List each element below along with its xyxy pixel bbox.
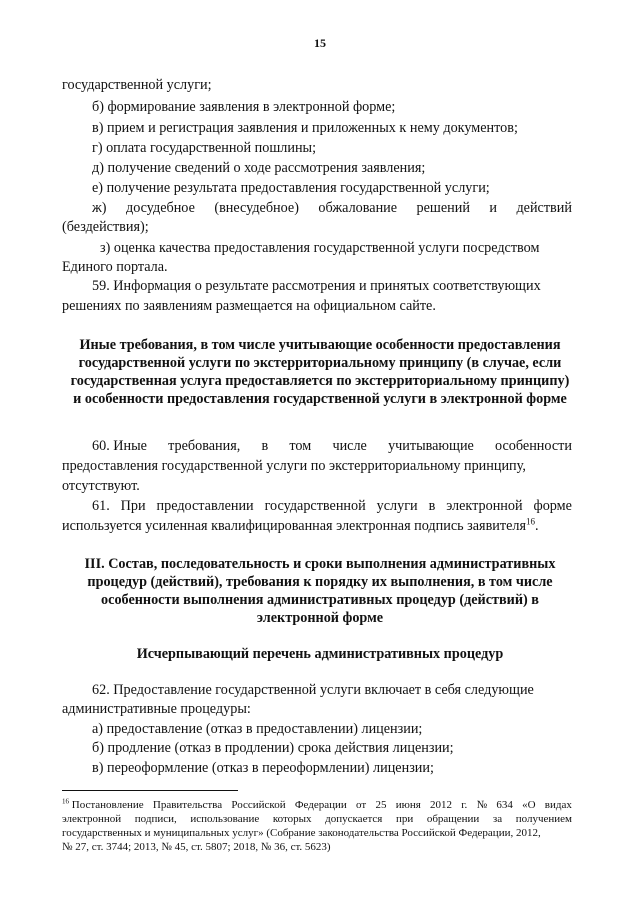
word: получением	[515, 813, 572, 825]
footnote-line: № 27, ст. 3744; 2013, № 45, ст. 5807; 2018, № 36, ст. 5623)	[62, 841, 331, 853]
word: При	[120, 498, 146, 514]
text-line: предоставления государственной услуги по экстерриториальному принципу,	[62, 458, 526, 474]
subsection-heading: Исчерпывающий перечень административных процедур	[136, 646, 504, 662]
page-number: 15	[314, 36, 326, 50]
word: действий	[516, 200, 572, 216]
word: Постановление	[71, 799, 144, 811]
word: от	[356, 799, 367, 811]
word: (внесудебное)	[214, 200, 299, 216]
word: в	[428, 498, 436, 514]
list-item: а) предоставление (отказ в предоставлении) лицензии;	[92, 721, 423, 737]
footnote-divider	[62, 790, 238, 791]
word: том	[289, 438, 312, 454]
word: числе	[332, 438, 367, 454]
list-item: б) продление (отказ в продлении) срока действия лицензии;	[92, 740, 454, 756]
word: Российской	[231, 799, 286, 811]
word: требования,	[168, 438, 241, 454]
word: в	[261, 438, 269, 454]
word: подписи,	[134, 813, 177, 825]
word: досудебное	[126, 200, 195, 216]
footnote-line	[62, 812, 572, 826]
list-item: в) переоформление (отказ в переоформлении) лицензии;	[92, 760, 434, 776]
chapter-heading: III. Состав, последовательность и сроки выполнения административных процедур (действий), требования к порядку их выполнения, в том числе особенности выполнения административных процедур (действий) в электронной форме	[84, 556, 556, 626]
word: которых	[272, 813, 312, 825]
text-line: отсутствуют.	[62, 478, 140, 494]
paragraph-59: 59. Информация о результате рассмотрения и принятых соответствующих	[92, 278, 541, 294]
list-item: в) прием и регистрация заявления и приложенных к нему документов;	[92, 120, 518, 136]
text-line: административные процедуры:	[62, 701, 251, 717]
list-item: г) оплата государственной пошлины;	[92, 140, 317, 156]
word: «О	[522, 799, 536, 811]
word: за	[492, 813, 503, 825]
word: предоставлении	[156, 498, 254, 514]
text-line: (бездействия);	[62, 219, 149, 235]
footnote	[62, 798, 572, 812]
section-heading: Иные требования, в том числе учитывающие особенности предоставления государственной услуги по экстерриториальному принципу (в случае, если государственная услуга предоставляется по экстерриториальному принципу) и особенности предоставления государственной услуги в электронной форме	[70, 337, 570, 407]
list-item	[92, 200, 572, 217]
word: учитывающие	[388, 438, 474, 454]
footnote-reference[interactable]: 16	[525, 516, 535, 527]
word: 2012	[430, 799, 453, 811]
word: 61.	[92, 498, 110, 514]
word: допускается	[325, 813, 383, 825]
word: электронной	[446, 498, 523, 514]
word: государственной	[264, 498, 366, 514]
word: июня	[395, 799, 421, 811]
word: и	[489, 200, 497, 216]
text-line: Единого портала.	[62, 259, 168, 275]
word: особенности	[495, 438, 572, 454]
word: 60. Иные	[92, 438, 147, 454]
word: 25	[375, 799, 387, 811]
word: г.	[461, 799, 468, 811]
word: электронной	[62, 813, 122, 825]
word: при	[395, 813, 414, 825]
word: ж)	[92, 200, 107, 216]
word: услуги	[376, 498, 418, 514]
text-line: решениях по заявлениям размещается на официальном сайте.	[62, 298, 436, 314]
text-run: используется усиленная квалифицированная электронная подпись заявителя	[62, 518, 526, 534]
word: форме	[533, 498, 572, 514]
footnote-first-word	[62, 798, 144, 812]
word: решений	[416, 200, 470, 216]
word: обращении	[426, 813, 480, 825]
footnote-mark: 16	[62, 797, 69, 806]
footnote-line: государственных и муниципальных услуг» (Собрание законодательства Российской Федерации, 2012,	[62, 827, 541, 839]
word: использование	[190, 813, 260, 825]
word: Федерации	[294, 799, 347, 811]
word: видах	[544, 799, 572, 811]
list-item: б) формирование заявления в электронной форме;	[92, 99, 396, 115]
list-item: д) получение сведений о ходе рассмотрения заявления;	[92, 160, 426, 176]
paragraph-60	[92, 438, 572, 455]
text-run: .	[534, 518, 539, 534]
word: Правительства	[152, 799, 223, 811]
list-item: е) получение результата предоставления государственной услуги;	[92, 180, 490, 196]
word: обжалование	[318, 200, 398, 216]
text-line: государственной услуги;	[62, 77, 212, 93]
paragraph-62: 62. Предоставление государственной услуги включает в себя следующие	[92, 682, 534, 698]
list-item: з) оценка качества предоставления государственной услуги посредством	[100, 240, 540, 256]
word: №	[476, 799, 488, 811]
word: 634	[496, 799, 513, 811]
paragraph-61	[92, 498, 572, 515]
text-line	[62, 518, 539, 535]
